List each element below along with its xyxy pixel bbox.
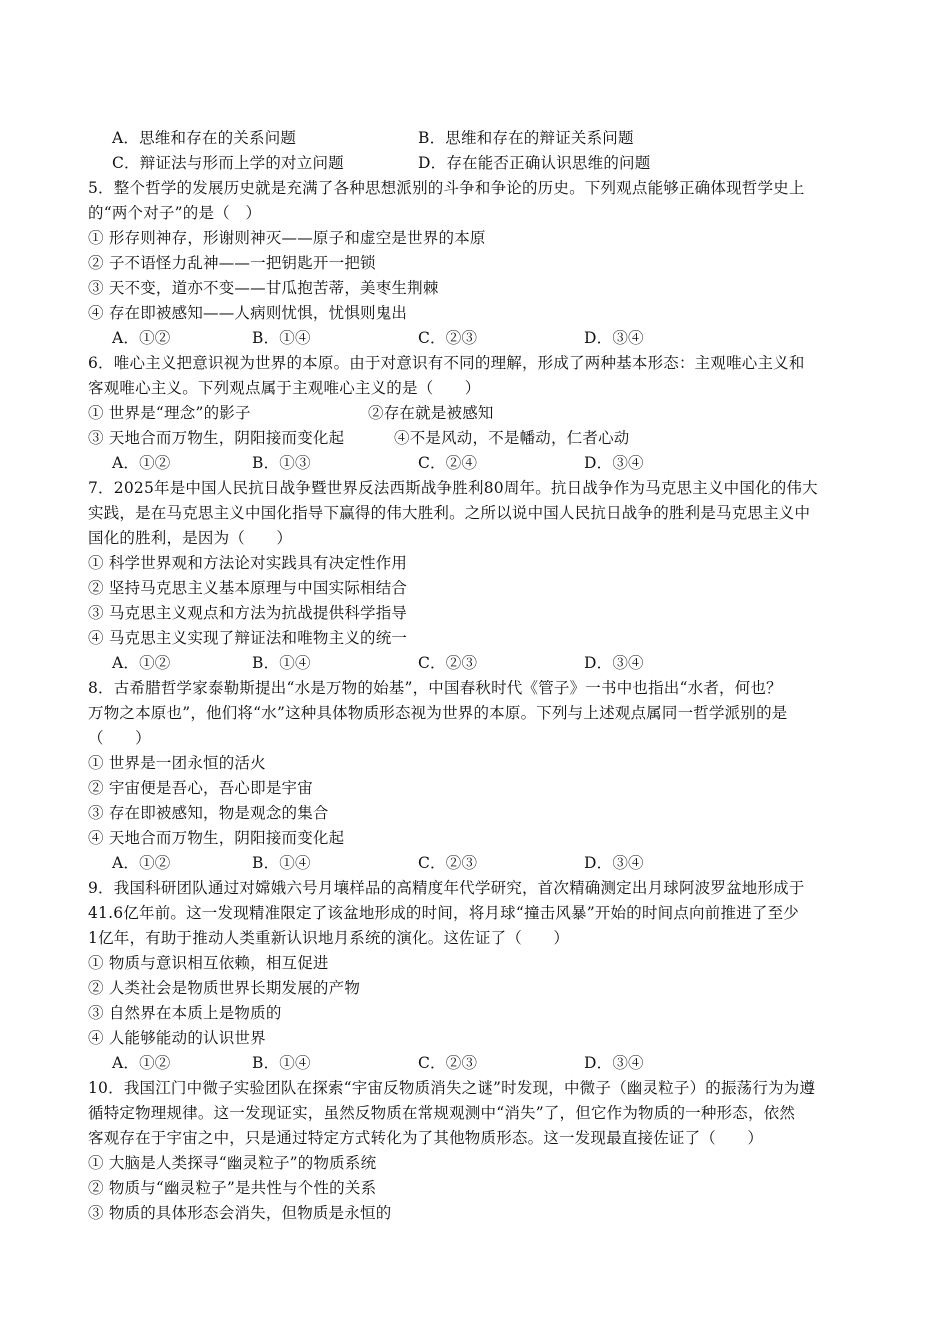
q5-stem-line-1: 5．整个哲学的发展历史就是充满了各种思想派别的斗争和争论的历史。下列观点能够正确体现哲学史上 xyxy=(88,179,805,197)
q10-stem-line-1: 10．我国江门中微子实验团队在探索“宇宙反物质消失之谜”时发现，中微子（幽灵粒子）的振荡行为为遵 xyxy=(88,1079,816,1097)
q5-option-c: C．②③ xyxy=(418,329,478,347)
q6-stem-line-1: 6．唯心主义把意识视为世界的本原。由于对意识有不同的理解，形成了两种基本形态：主观唯心主义和 xyxy=(88,354,805,372)
q7-item-1: ① 科学世界观和方法论对实践具有决定性作用 xyxy=(88,554,408,572)
q10-item-2: ② 物质与“幽灵粒子”是共性与个性的关系 xyxy=(88,1179,377,1197)
q8-item-3: ③ 存在即被感知，物是观念的集合 xyxy=(88,804,329,822)
q9-item-2: ② 人类社会是物质世界长期发展的产物 xyxy=(88,979,361,997)
q6-item-1: ① 世界是“理念”的影子 xyxy=(88,404,251,422)
q10-item-3: ③ 物质的具体形态会消失，但物质是永恒的 xyxy=(88,1204,392,1222)
q9-stem-line-2: 41.6亿年前。这一发现精准限定了该盆地形成的时间，将月球“撞击风暴”开始的时间点向前推进了至少 xyxy=(88,904,799,922)
q7-stem-line-1: 7．2025年是中国人民抗日战争暨世界反法西斯战争胜利80周年。抗日战争作为马克思主义中国化的伟大 xyxy=(88,479,818,497)
q7-option-a: A．①② xyxy=(112,654,171,672)
q10-stem-line-3: 客观存在于宇宙之中，只是通过特定方式转化为了其他物质形态。这一发现最直接佐证了（ ） xyxy=(88,1129,764,1147)
q4-option-c: C．辩证法与形而上学的对立问题 xyxy=(112,154,344,172)
q5-option-a: A．①② xyxy=(112,329,171,347)
q5-options xyxy=(88,326,868,351)
q5-stem-line-2: 的“两个对子”的是（ ） xyxy=(88,204,262,222)
q5-item-2: ② 子不语怪力乱神——一把钥匙开一把锁 xyxy=(88,254,376,272)
q6-option-a: A．①② xyxy=(112,454,171,472)
q4-option-a: A．思维和存在的关系问题 xyxy=(112,129,297,147)
q7-option-c: C．②③ xyxy=(418,654,478,672)
q9-option-d: D．③④ xyxy=(584,1054,644,1072)
q4-options-row-1 xyxy=(88,126,868,151)
q4-options-row-2 xyxy=(88,151,868,176)
q6-stem-line-2: 客观唯心主义。下列观点属于主观唯心主义的是（ ） xyxy=(88,379,481,397)
q5-option-b: B．①④ xyxy=(252,329,311,347)
q7-item-3: ③ 马克思主义观点和方法为抗战提供科学指导 xyxy=(88,604,408,622)
q8-stem-line-1: 8．古希腊哲学家泰勒斯提出“水是万物的始基”，中国春秋时代《管子》一书中也指出“水者，何也？ xyxy=(88,679,782,697)
q8-option-b: B．①④ xyxy=(252,854,311,872)
q7-option-d: D．③④ xyxy=(584,654,644,672)
q10-item-1: ① 大脑是人类探寻“幽灵粒子”的物质系统 xyxy=(88,1154,377,1172)
q6-option-b: B．①③ xyxy=(252,454,311,472)
q4-option-b: B．思维和存在的辩证关系问题 xyxy=(418,129,634,147)
q5-item-4: ④ 存在即被感知——人病则忧惧，忧惧则鬼出 xyxy=(88,304,408,322)
q9-stem-line-1: 9．我国科研团队通过对嫦娥六号月壤样品的高精度年代学研究，首次精确测定出月球阿波罗盆地形成于 xyxy=(88,879,805,897)
q6-item-3: ③ 天地合而万物生，阴阳接而变化起 xyxy=(88,429,345,447)
q7-options xyxy=(88,651,868,676)
q4-option-d: D．存在能否正确认识思维的问题 xyxy=(418,154,651,172)
q8-option-a: A．①② xyxy=(112,854,171,872)
q6-items-row-2 xyxy=(88,426,868,451)
q7-option-b: B．①④ xyxy=(252,654,311,672)
q9-item-4: ④ 人能够能动的认识世界 xyxy=(88,1029,266,1047)
q8-item-4: ④ 天地合而万物生，阴阳接而变化起 xyxy=(88,829,345,847)
q5-option-d: D．③④ xyxy=(584,329,644,347)
q9-options xyxy=(88,1051,868,1076)
q8-option-c: C．②③ xyxy=(418,854,478,872)
q5-item-3: ③ 天不变，道亦不变——甘瓜抱苦蒂，美枣生荆棘 xyxy=(88,279,439,297)
q9-item-1: ① 物质与意识相互依赖，相互促进 xyxy=(88,954,329,972)
q7-item-4: ④ 马克思主义实现了辩证法和唯物主义的统一 xyxy=(88,629,408,647)
q9-option-c: C．②③ xyxy=(418,1054,478,1072)
q10-stem-line-2: 循特定物理规律。这一发现证实，虽然反物质在常规观测中“消失”了，但它作为物质的一种形态，依然 xyxy=(88,1104,796,1122)
q8-stem-line-3: （ ） xyxy=(88,729,151,747)
q8-option-d: D．③④ xyxy=(584,854,644,872)
q6-option-d: D．③④ xyxy=(584,454,644,472)
q6-option-c: C．②④ xyxy=(418,454,478,472)
q8-item-2: ② 宇宙便是吾心，吾心即是宇宙 xyxy=(88,779,313,797)
q8-options xyxy=(88,851,868,876)
q5-item-1: ① 形存则神存，形谢则神灭——原子和虚空是世界的本原 xyxy=(88,229,486,247)
q9-option-a: A．①② xyxy=(112,1054,171,1072)
q6-item-2: ②存在就是被感知 xyxy=(368,404,494,422)
q9-option-b: B．①④ xyxy=(252,1054,311,1072)
q8-stem-line-2: 万物之本原也”，他们将“水”这种具体物质形态视为世界的本原。下列与上述观点属同一哲学派别的是 xyxy=(88,704,788,722)
q7-stem-line-2: 实践，是在马克思主义中国化指导下赢得的伟大胜利。之所以说中国人民抗日战争的胜利是马克思主义中 xyxy=(88,504,811,522)
q6-options xyxy=(88,451,868,476)
q8-item-1: ① 世界是一团永恒的活火 xyxy=(88,754,266,772)
q9-item-3: ③ 自然界在本质上是物质的 xyxy=(88,1004,282,1022)
q6-item-4: ④不是风动，不是幡动，仁者心动 xyxy=(394,429,630,447)
q9-stem-line-3: 1亿年，有助于推动人类重新认识地月系统的演化。这佐证了（ ） xyxy=(88,929,570,947)
q7-stem-line-3: 国化的胜利，是因为（ ） xyxy=(88,529,293,547)
q6-items-row-1 xyxy=(88,401,868,426)
q7-item-2: ② 坚持马克思主义基本原理与中国实际相结合 xyxy=(88,579,408,597)
